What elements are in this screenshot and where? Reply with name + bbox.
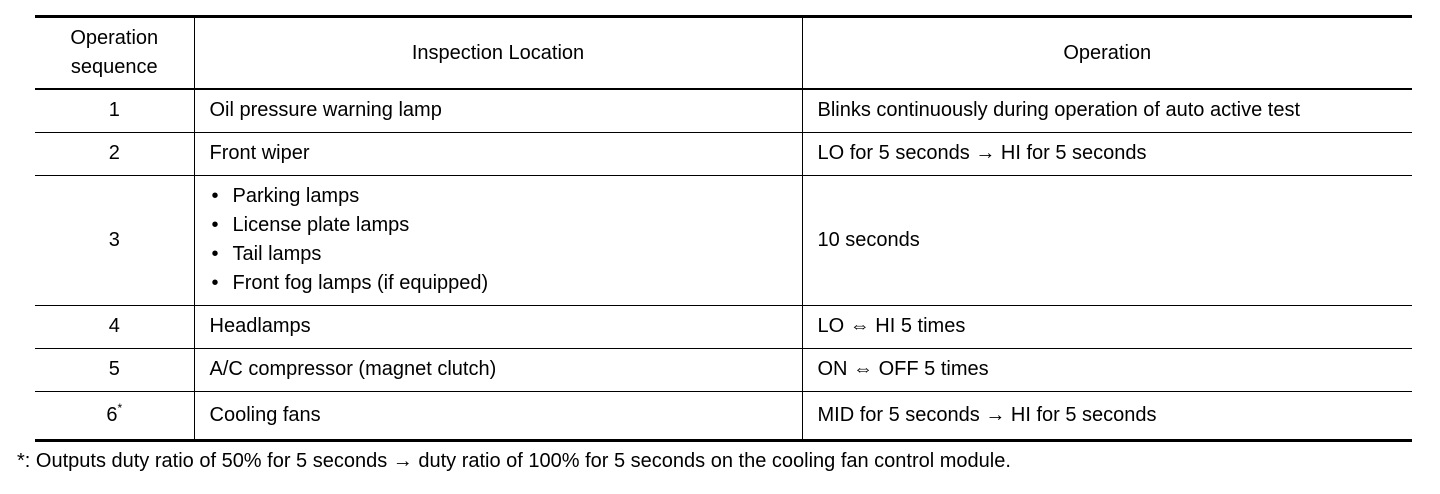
table-row	[35, 348, 1412, 391]
list-item: • Parking lamps	[210, 182, 787, 211]
list-item: • License plate lamps	[210, 211, 787, 240]
location-cell: Cooling fans	[194, 391, 802, 440]
sequence-cell	[35, 391, 194, 440]
table-row	[35, 391, 1412, 440]
operation-cell: Blinks continuously during operation of auto active test	[802, 89, 1412, 132]
footnote	[17, 449, 1011, 473]
operation-cell: LO for 5 seconds → HI for 5 seconds	[802, 132, 1412, 175]
table-header-row	[35, 17, 1412, 90]
list-item: • Front fog lamps (if equipped)	[210, 269, 787, 298]
table-row	[35, 132, 1412, 175]
footnote-text: : Outputs duty ratio of 50% for 5 seconds → duty ratio of 100% for 5 seconds on the cooling fan control module.	[24, 450, 1011, 472]
header-operation: Operation	[802, 17, 1412, 90]
operation-cell: 10 seconds	[802, 175, 1412, 305]
table-row	[35, 175, 1412, 305]
table-row	[35, 89, 1412, 132]
sequence-cell: 1	[35, 89, 194, 132]
table-row	[35, 305, 1412, 348]
operation-cell: MID for 5 seconds → HI for 5 seconds	[802, 391, 1412, 440]
sequence-cell: 4	[35, 305, 194, 348]
location-cell: Headlamps	[194, 305, 802, 348]
operation-cell: LO ⇔ HI 5 times	[802, 305, 1412, 348]
lamp-list	[210, 182, 787, 298]
sequence-cell: 3	[35, 175, 194, 305]
location-cell: Oil pressure warning lamp	[194, 89, 802, 132]
header-inspection-location: Inspection Location	[194, 17, 802, 90]
location-cell	[194, 175, 802, 305]
sequence-number: 6	[106, 403, 118, 426]
footnote-marker: *	[117, 400, 123, 415]
location-cell: Front wiper	[194, 132, 802, 175]
footnote-mark: *	[17, 450, 25, 472]
list-item: • Tail lamps	[210, 240, 787, 269]
sequence-cell: 5	[35, 348, 194, 391]
operation-sequence-table	[35, 15, 1412, 442]
sequence-cell: 2	[35, 132, 194, 175]
operation-cell: ON ⇔ OFF 5 times	[802, 348, 1412, 391]
header-operation-sequence: Operation sequence	[35, 17, 194, 90]
location-cell: A/C compressor (magnet clutch)	[194, 348, 802, 391]
